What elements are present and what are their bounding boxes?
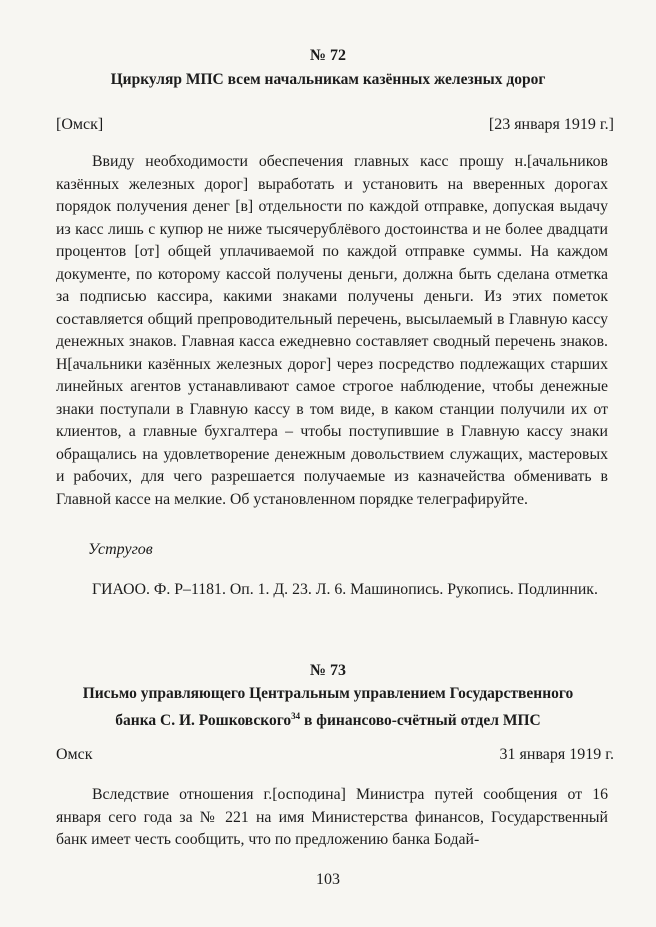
doc72-source <box>56 579 608 602</box>
doc73-body-text: Вследствие отношения г.[осподина] Министра путей сообщения от 16 января сего года за № 221 на имя Министерства финансов, Государственный банк имеет честь сообщить, что по предложению банка Бодай- <box>56 786 608 848</box>
doc72-title: Циркуляр МПС всем начальникам казённых железных дорог <box>110 71 546 88</box>
doc73-title-line1: Письмо управляющего Центральным управлением Государственного <box>82 685 574 702</box>
doc73-body <box>56 784 608 852</box>
doc73-title-line2 <box>40 705 616 732</box>
doc73-title-line2-post: в финансово-счётный отдел МПС <box>300 712 541 730</box>
doc73-date: 31 января 1919 г. <box>499 746 614 763</box>
doc72-number: № 72 <box>309 47 347 64</box>
doc73-title <box>40 683 616 732</box>
doc73-place: Омск <box>56 746 93 763</box>
page-number: 103 <box>316 871 340 888</box>
footnote-ref: 34 <box>291 711 301 721</box>
doc72-signature: Устругов <box>88 541 153 558</box>
doc72-body <box>56 151 608 511</box>
doc72-place: [Омск] <box>56 116 104 133</box>
doc72-date: [23 января 1919 г.] <box>488 116 614 133</box>
doc72-source-text: ГИАОО. Ф. Р–1181. Оп. 1. Д. 23. Л. 6. Машинопись. Рукопись. Подлинник. <box>92 581 598 598</box>
doc73-number: № 73 <box>309 662 347 679</box>
doc72-body-text: Ввиду необходимости обеспечения главных касс прошу н.[ачальников казённых железных дорог] выработать и установить на вверенных дорогах порядок получения денег [в] отдельности по каждой отправке, допуская выдачу из касс лишь с купюр не ниже тысячерублёвого достоинства и не более двадцати процентов [от] общей уплачиваемой по каждой отправке суммы. На каждом документе, по которому кассой получены деньги, должна быть сделана отметка за подписью кассира, какими знаками получены деньги. Из этих пометок составляется общий препроводительный перечень, высылаемый в Главную кассу денежных знаков. Главная касса ежедневно составляет сводный перечень знаков. Н[ачальники казённых железных дорог] через посредство подлежащих старших линейных агентов устанавливают самое строгое наблюдение, чтобы денежные знаки поступали в Главную кассу в том виде, в каком станции получили их от клиентов, а главные бухгалтера – чтобы поступившие в Главную кассу знаки обращались на удовлетворение денежным довольствием служащих, мастеровых и рабочих, для чего разрешается получаемые из казначейства обменивать в Главной кассе на мелкие. Об установленном порядке телеграфируйте. <box>56 153 608 508</box>
doc73-title-line2-pre: банка С. И. Рошковского <box>115 712 292 730</box>
